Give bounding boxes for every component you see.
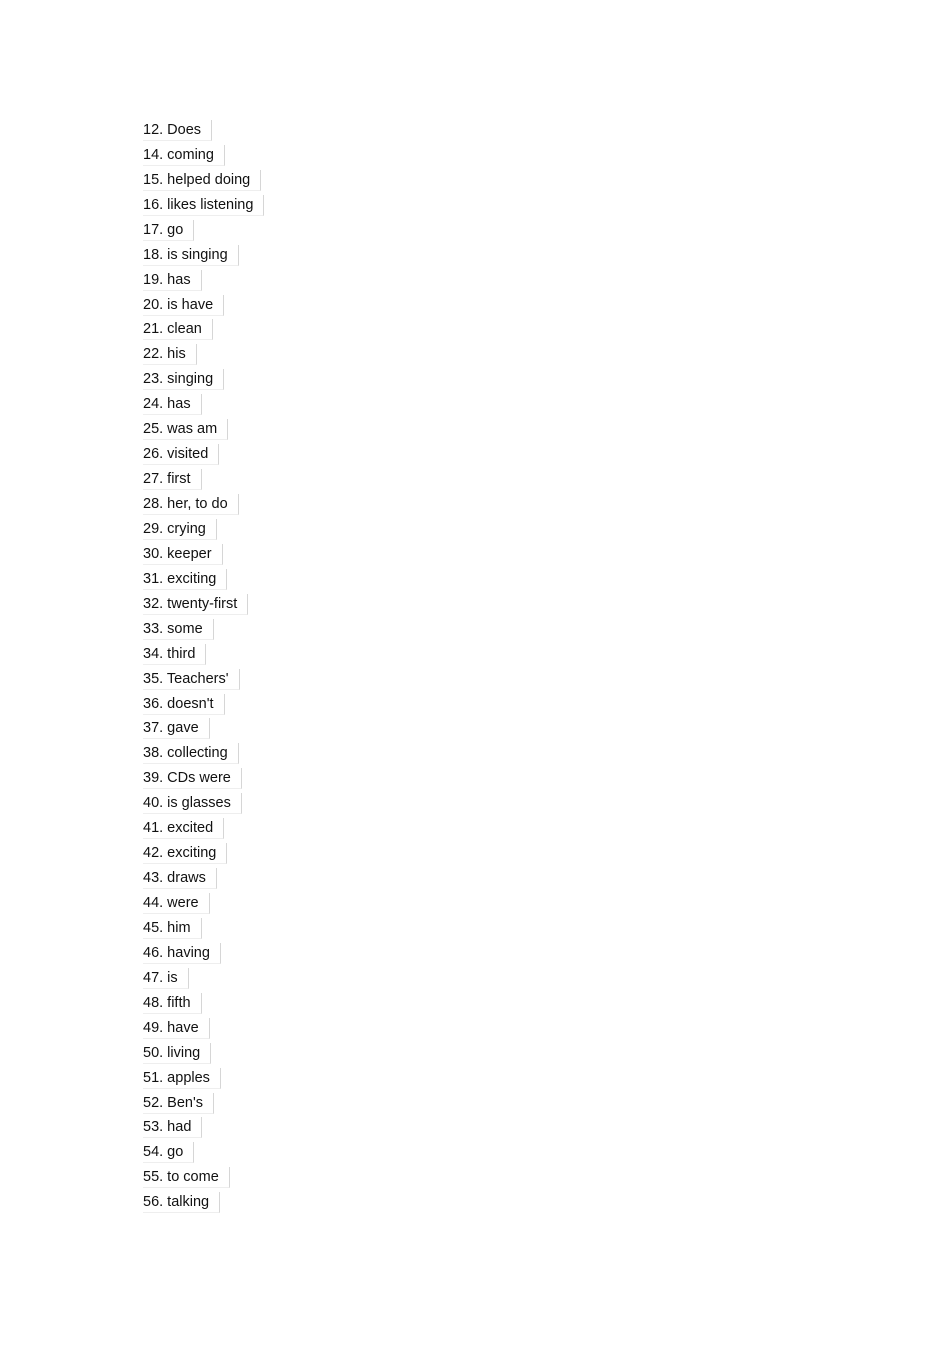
answer-text: 48. fifth (143, 993, 202, 1014)
answer-item (143, 791, 264, 816)
answer-text: 19. has (143, 270, 202, 291)
answer-text: 23. singing (143, 369, 224, 390)
answer-item (143, 118, 264, 143)
answer-text: 14. coming (143, 145, 225, 166)
answer-item (143, 143, 264, 168)
answer-item (143, 766, 264, 791)
answer-text: 56. talking (143, 1192, 220, 1213)
answer-text: 45. him (143, 918, 202, 939)
answer-text: 39. CDs were (143, 768, 242, 789)
answer-text: 47. is (143, 968, 189, 989)
answer-item (143, 567, 264, 592)
answer-text: 43. draws (143, 868, 217, 889)
answer-text: 44. were (143, 893, 210, 914)
answer-text: 35. Teachers' (143, 669, 240, 690)
answer-item (143, 692, 264, 717)
answer-text: 26. visited (143, 444, 219, 465)
answer-item (143, 517, 264, 542)
answer-text: 28. her, to do (143, 494, 239, 515)
answer-item (143, 542, 264, 567)
answer-item (143, 916, 264, 941)
answer-item (143, 392, 264, 417)
answer-text: 12. Does (143, 120, 212, 141)
answer-item (143, 1041, 264, 1066)
answer-text: 51. apples (143, 1068, 221, 1089)
answer-item (143, 342, 264, 367)
answer-item (143, 442, 264, 467)
answer-item (143, 891, 264, 916)
answer-item (143, 492, 264, 517)
answer-text: 50. living (143, 1043, 211, 1064)
answer-text: 31. exciting (143, 569, 227, 590)
answer-item (143, 1116, 264, 1141)
answer-list (143, 118, 264, 1215)
answer-item (143, 941, 264, 966)
answer-item (143, 417, 264, 442)
answer-text: 30. keeper (143, 544, 223, 565)
answer-item (143, 1165, 264, 1190)
answer-text: 27. first (143, 469, 202, 490)
answer-text: 18. is singing (143, 245, 239, 266)
answer-text: 46. having (143, 943, 221, 964)
answer-item (143, 218, 264, 243)
answer-text: 53. had (143, 1117, 202, 1138)
answer-text: 16. likes listening (143, 195, 264, 216)
answer-text: 22. his (143, 344, 197, 365)
answer-item (143, 1091, 264, 1116)
answer-item (143, 966, 264, 991)
answer-item (143, 1190, 264, 1215)
answer-text: 54. go (143, 1142, 194, 1163)
answer-item (143, 841, 264, 866)
answer-text: 29. crying (143, 519, 217, 540)
answer-text: 37. gave (143, 718, 210, 739)
answer-text: 36. doesn't (143, 694, 225, 715)
answer-item (143, 741, 264, 766)
answer-item (143, 193, 264, 218)
answer-text: 21. clean (143, 319, 213, 340)
answer-text: 33. some (143, 619, 214, 640)
answer-item (143, 1016, 264, 1041)
answer-item (143, 667, 264, 692)
answer-text: 42. exciting (143, 843, 227, 864)
answer-text: 32. twenty-first (143, 594, 248, 615)
answer-text: 55. to come (143, 1167, 230, 1188)
answer-item (143, 617, 264, 642)
answer-text: 20. is have (143, 295, 224, 316)
answer-text: 24. has (143, 394, 202, 415)
answer-item (143, 642, 264, 667)
answer-item (143, 168, 264, 193)
answer-text: 25. was am (143, 419, 228, 440)
answer-item (143, 268, 264, 293)
answer-text: 34. third (143, 644, 206, 665)
answer-item (143, 816, 264, 841)
answer-item (143, 1140, 264, 1165)
answer-item (143, 367, 264, 392)
answer-item (143, 717, 264, 742)
answer-item (143, 1066, 264, 1091)
answer-item (143, 592, 264, 617)
answer-item (143, 991, 264, 1016)
answer-item (143, 293, 264, 318)
answer-item (143, 318, 264, 343)
answer-text: 52. Ben's (143, 1093, 214, 1114)
answer-text: 41. excited (143, 818, 224, 839)
answer-text: 38. collecting (143, 743, 239, 764)
answer-text: 49. have (143, 1018, 210, 1039)
answer-item (143, 243, 264, 268)
answer-text: 40. is glasses (143, 793, 242, 814)
answer-item (143, 467, 264, 492)
answer-item (143, 866, 264, 891)
answer-text: 15. helped doing (143, 170, 261, 191)
answer-text: 17. go (143, 220, 194, 241)
